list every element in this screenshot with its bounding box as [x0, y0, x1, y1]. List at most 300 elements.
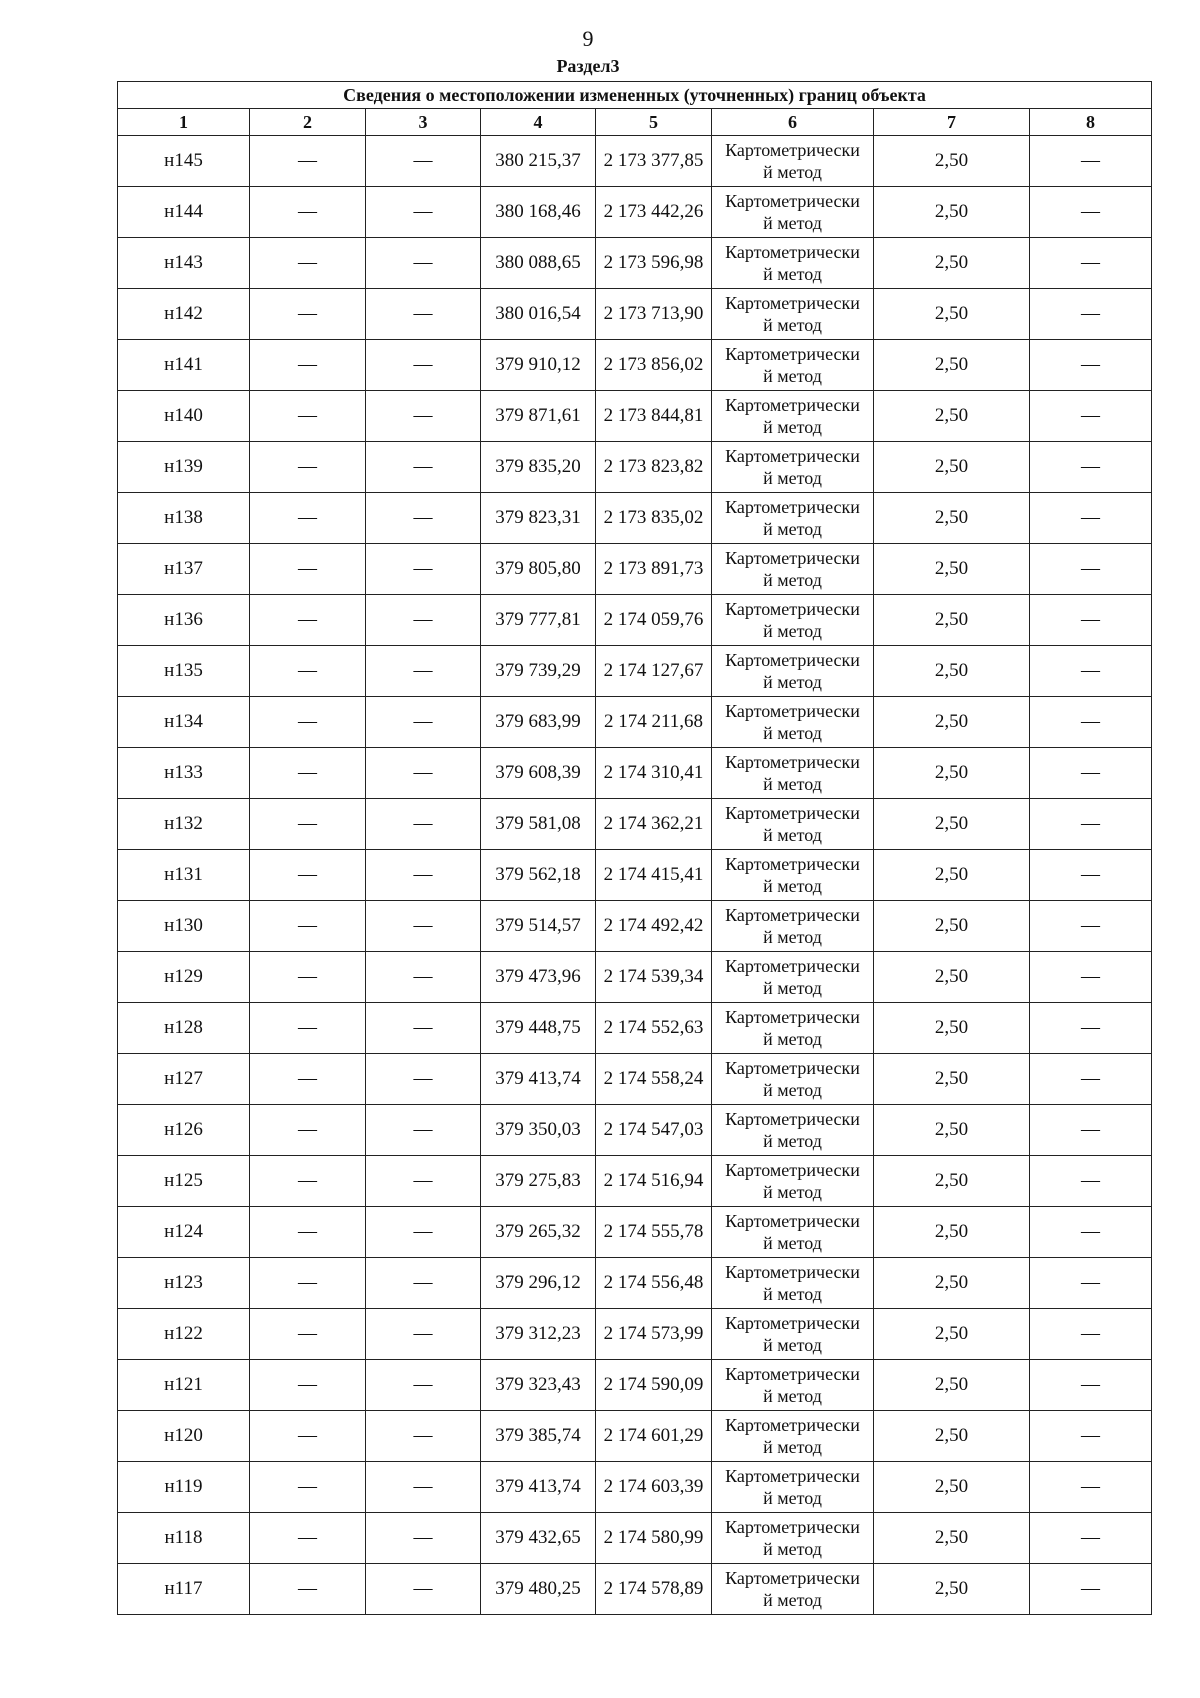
method-line-1: Картометрически — [725, 548, 860, 568]
method-line-1: Картометрически — [725, 191, 860, 211]
y-coordinate-cell: 2 174 556,48 — [596, 1258, 712, 1309]
column-3-cell: — — [366, 136, 481, 187]
accuracy-cell: 2,50 — [874, 136, 1030, 187]
point-name-cell: н119 — [118, 1462, 250, 1513]
y-coordinate-cell: 2 174 555,78 — [596, 1207, 712, 1258]
method-cell — [712, 1258, 874, 1309]
column-8-cell: — — [1030, 1003, 1152, 1054]
method-line-1: Картометрически — [725, 905, 860, 925]
column-2-cell: — — [250, 544, 366, 595]
column-2-cell: — — [250, 1003, 366, 1054]
method-line-2: й метод — [763, 1335, 822, 1355]
column-8-cell: — — [1030, 1207, 1152, 1258]
table-row — [118, 136, 1152, 187]
method-line-2: й метод — [763, 417, 822, 437]
x-coordinate-cell: 379 683,99 — [481, 697, 596, 748]
column-number: 6 — [712, 109, 874, 136]
method-line-2: й метод — [763, 1131, 822, 1151]
column-3-cell: — — [366, 1411, 481, 1462]
column-8-cell: — — [1030, 646, 1152, 697]
y-coordinate-cell: 2 174 578,89 — [596, 1564, 712, 1615]
accuracy-cell: 2,50 — [874, 493, 1030, 544]
method-line-2: й метод — [763, 1080, 822, 1100]
column-number-row — [118, 109, 1152, 136]
column-number: 2 — [250, 109, 366, 136]
point-name-cell: н134 — [118, 697, 250, 748]
point-name-cell: н142 — [118, 289, 250, 340]
accuracy-cell: 2,50 — [874, 187, 1030, 238]
y-coordinate-cell: 2 174 552,63 — [596, 1003, 712, 1054]
column-2-cell: — — [250, 595, 366, 646]
y-coordinate-cell: 2 174 492,42 — [596, 901, 712, 952]
column-2-cell: — — [250, 850, 366, 901]
method-cell — [712, 544, 874, 595]
column-2-cell: — — [250, 799, 366, 850]
point-name-cell: н130 — [118, 901, 250, 952]
table-row — [118, 952, 1152, 1003]
y-coordinate-cell: 2 173 823,82 — [596, 442, 712, 493]
column-3-cell: — — [366, 289, 481, 340]
column-2-cell: — — [250, 1105, 366, 1156]
table-row — [118, 748, 1152, 799]
method-cell — [712, 1003, 874, 1054]
method-line-2: й метод — [763, 468, 822, 488]
method-line-1: Картометрически — [725, 1568, 860, 1588]
method-line-1: Картометрически — [725, 752, 860, 772]
column-8-cell: — — [1030, 1105, 1152, 1156]
column-8-cell: — — [1030, 1411, 1152, 1462]
x-coordinate-cell: 379 823,31 — [481, 493, 596, 544]
column-2-cell: — — [250, 238, 366, 289]
column-8-cell: — — [1030, 748, 1152, 799]
column-8-cell: — — [1030, 850, 1152, 901]
column-8-cell: — — [1030, 1513, 1152, 1564]
method-line-1: Картометрически — [725, 1364, 860, 1384]
method-line-2: й метод — [763, 519, 822, 539]
y-coordinate-cell: 2 174 362,21 — [596, 799, 712, 850]
column-number: 8 — [1030, 109, 1152, 136]
method-cell — [712, 1156, 874, 1207]
column-8-cell: — — [1030, 901, 1152, 952]
table-row — [118, 238, 1152, 289]
method-line-2: й метод — [763, 366, 822, 386]
y-coordinate-cell: 2 174 516,94 — [596, 1156, 712, 1207]
table-row — [118, 544, 1152, 595]
method-line-1: Картометрически — [725, 650, 860, 670]
column-3-cell: — — [366, 748, 481, 799]
column-3-cell: — — [366, 1258, 481, 1309]
column-8-cell: — — [1030, 136, 1152, 187]
column-3-cell: — — [366, 1105, 481, 1156]
method-cell — [712, 1411, 874, 1462]
column-number: 3 — [366, 109, 481, 136]
method-cell — [712, 1054, 874, 1105]
point-name-cell: н143 — [118, 238, 250, 289]
method-line-2: й метод — [763, 1284, 822, 1304]
method-cell — [712, 1564, 874, 1615]
method-line-2: й метод — [763, 723, 822, 743]
point-name-cell: н140 — [118, 391, 250, 442]
table-row — [118, 1564, 1152, 1615]
table-row — [118, 1156, 1152, 1207]
x-coordinate-cell: 379 296,12 — [481, 1258, 596, 1309]
accuracy-cell: 2,50 — [874, 1054, 1030, 1105]
column-2-cell: — — [250, 391, 366, 442]
method-line-2: й метод — [763, 213, 822, 233]
method-line-1: Картометрически — [725, 1517, 860, 1537]
method-line-1: Картометрически — [725, 803, 860, 823]
accuracy-cell: 2,50 — [874, 1207, 1030, 1258]
x-coordinate-cell: 379 871,61 — [481, 391, 596, 442]
column-2-cell: — — [250, 1564, 366, 1615]
column-8-cell: — — [1030, 1360, 1152, 1411]
method-line-1: Картометрически — [725, 1415, 860, 1435]
column-8-cell: — — [1030, 1564, 1152, 1615]
method-line-2: й метод — [763, 978, 822, 998]
point-name-cell: н124 — [118, 1207, 250, 1258]
point-name-cell: н117 — [118, 1564, 250, 1615]
method-line-2: й метод — [763, 672, 822, 692]
accuracy-cell: 2,50 — [874, 646, 1030, 697]
column-3-cell: — — [366, 1207, 481, 1258]
table-row — [118, 289, 1152, 340]
method-cell — [712, 493, 874, 544]
column-8-cell: — — [1030, 493, 1152, 544]
column-2-cell: — — [250, 646, 366, 697]
method-cell — [712, 646, 874, 697]
method-line-1: Картометрически — [725, 344, 860, 364]
column-3-cell: — — [366, 1564, 481, 1615]
method-line-1: Картометрически — [725, 242, 860, 262]
column-8-cell: — — [1030, 1156, 1152, 1207]
table-row — [118, 595, 1152, 646]
method-line-2: й метод — [763, 162, 822, 182]
method-line-2: й метод — [763, 1437, 822, 1457]
point-name-cell: н125 — [118, 1156, 250, 1207]
y-coordinate-cell: 2 174 059,76 — [596, 595, 712, 646]
method-line-1: Картометрически — [725, 1058, 860, 1078]
method-cell — [712, 1513, 874, 1564]
x-coordinate-cell: 380 088,65 — [481, 238, 596, 289]
x-coordinate-cell: 379 448,75 — [481, 1003, 596, 1054]
method-cell — [712, 442, 874, 493]
column-2-cell: — — [250, 1207, 366, 1258]
x-coordinate-cell: 380 215,37 — [481, 136, 596, 187]
accuracy-cell: 2,50 — [874, 799, 1030, 850]
x-coordinate-cell: 379 413,74 — [481, 1462, 596, 1513]
accuracy-cell: 2,50 — [874, 1411, 1030, 1462]
column-3-cell: — — [366, 1309, 481, 1360]
accuracy-cell: 2,50 — [874, 1564, 1030, 1615]
method-line-2: й метод — [763, 1233, 822, 1253]
column-3-cell: — — [366, 1513, 481, 1564]
method-line-1: Картометрически — [725, 956, 860, 976]
y-coordinate-cell: 2 174 603,39 — [596, 1462, 712, 1513]
method-cell — [712, 1360, 874, 1411]
table-row — [118, 1411, 1152, 1462]
y-coordinate-cell: 2 174 211,68 — [596, 697, 712, 748]
column-2-cell: — — [250, 289, 366, 340]
method-line-2: й метод — [763, 1488, 822, 1508]
method-cell — [712, 748, 874, 799]
table-caption: Сведения о местоположении измененных (уточненных) границ объекта — [118, 82, 1152, 109]
x-coordinate-cell: 379 835,20 — [481, 442, 596, 493]
method-line-1: Картометрически — [725, 293, 860, 313]
method-cell — [712, 1207, 874, 1258]
column-2-cell: — — [250, 1411, 366, 1462]
column-3-cell: — — [366, 493, 481, 544]
accuracy-cell: 2,50 — [874, 952, 1030, 1003]
method-line-2: й метод — [763, 825, 822, 845]
table-row — [118, 1207, 1152, 1258]
method-line-1: Картометрически — [725, 1211, 860, 1231]
x-coordinate-cell: 379 432,65 — [481, 1513, 596, 1564]
column-2-cell: — — [250, 1462, 366, 1513]
method-cell — [712, 901, 874, 952]
accuracy-cell: 2,50 — [874, 1105, 1030, 1156]
x-coordinate-cell: 379 275,83 — [481, 1156, 596, 1207]
column-8-cell: — — [1030, 391, 1152, 442]
accuracy-cell: 2,50 — [874, 697, 1030, 748]
column-2-cell: — — [250, 952, 366, 1003]
point-name-cell: н138 — [118, 493, 250, 544]
column-8-cell: — — [1030, 1462, 1152, 1513]
method-line-2: й метод — [763, 927, 822, 947]
column-8-cell: — — [1030, 1309, 1152, 1360]
column-number: 5 — [596, 109, 712, 136]
x-coordinate-cell: 379 473,96 — [481, 952, 596, 1003]
accuracy-cell: 2,50 — [874, 1309, 1030, 1360]
column-3-cell: — — [366, 1003, 481, 1054]
method-cell — [712, 799, 874, 850]
column-3-cell: — — [366, 697, 481, 748]
column-8-cell: — — [1030, 595, 1152, 646]
accuracy-cell: 2,50 — [874, 1513, 1030, 1564]
column-2-cell: — — [250, 1360, 366, 1411]
column-2-cell: — — [250, 340, 366, 391]
column-3-cell: — — [366, 1054, 481, 1105]
table-row — [118, 187, 1152, 238]
method-cell — [712, 595, 874, 646]
method-cell — [712, 1462, 874, 1513]
y-coordinate-cell: 2 173 713,90 — [596, 289, 712, 340]
method-cell — [712, 1105, 874, 1156]
column-3-cell: — — [366, 850, 481, 901]
point-name-cell: н128 — [118, 1003, 250, 1054]
x-coordinate-cell: 379 514,57 — [481, 901, 596, 952]
y-coordinate-cell: 2 173 596,98 — [596, 238, 712, 289]
column-8-cell: — — [1030, 1258, 1152, 1309]
table-row — [118, 799, 1152, 850]
column-2-cell: — — [250, 1156, 366, 1207]
x-coordinate-cell: 379 385,74 — [481, 1411, 596, 1462]
column-8-cell: — — [1030, 1054, 1152, 1105]
column-2-cell: — — [250, 187, 366, 238]
method-line-1: Картометрически — [725, 1313, 860, 1333]
point-name-cell: н141 — [118, 340, 250, 391]
accuracy-cell: 2,50 — [874, 1360, 1030, 1411]
x-coordinate-cell: 380 168,46 — [481, 187, 596, 238]
column-3-cell: — — [366, 799, 481, 850]
table-row — [118, 391, 1152, 442]
y-coordinate-cell: 2 174 601,29 — [596, 1411, 712, 1462]
accuracy-cell: 2,50 — [874, 340, 1030, 391]
accuracy-cell: 2,50 — [874, 850, 1030, 901]
method-line-2: й метод — [763, 774, 822, 794]
column-2-cell: — — [250, 442, 366, 493]
y-coordinate-cell: 2 174 539,34 — [596, 952, 712, 1003]
point-name-cell: н121 — [118, 1360, 250, 1411]
point-name-cell: н131 — [118, 850, 250, 901]
method-cell — [712, 289, 874, 340]
method-line-1: Картометрически — [725, 1109, 860, 1129]
y-coordinate-cell: 2 173 377,85 — [596, 136, 712, 187]
column-8-cell: — — [1030, 289, 1152, 340]
column-number: 1 — [118, 109, 250, 136]
table-row — [118, 1258, 1152, 1309]
point-name-cell: н126 — [118, 1105, 250, 1156]
point-name-cell: н133 — [118, 748, 250, 799]
section-title: Раздел3 — [556, 56, 620, 76]
method-line-2: й метод — [763, 1590, 822, 1610]
y-coordinate-cell: 2 173 442,26 — [596, 187, 712, 238]
column-8-cell: — — [1030, 442, 1152, 493]
column-8-cell: — — [1030, 799, 1152, 850]
column-3-cell: — — [366, 442, 481, 493]
method-line-1: Картометрически — [725, 395, 860, 415]
table-row — [118, 493, 1152, 544]
table-row — [118, 340, 1152, 391]
table-row — [118, 1513, 1152, 1564]
x-coordinate-cell: 379 562,18 — [481, 850, 596, 901]
column-3-cell: — — [366, 187, 481, 238]
y-coordinate-cell: 2 174 590,09 — [596, 1360, 712, 1411]
method-line-1: Картометрически — [725, 1160, 860, 1180]
method-line-1: Картометрически — [725, 1262, 860, 1282]
y-coordinate-cell: 2 174 558,24 — [596, 1054, 712, 1105]
method-line-1: Картометрически — [725, 497, 860, 517]
table-row — [118, 850, 1152, 901]
table-row — [118, 1462, 1152, 1513]
method-cell — [712, 187, 874, 238]
x-coordinate-cell: 379 805,80 — [481, 544, 596, 595]
method-line-2: й метод — [763, 570, 822, 590]
point-name-cell: н139 — [118, 442, 250, 493]
point-name-cell: н127 — [118, 1054, 250, 1105]
accuracy-cell: 2,50 — [874, 391, 1030, 442]
x-coordinate-cell: 379 608,39 — [481, 748, 596, 799]
accuracy-cell: 2,50 — [874, 1156, 1030, 1207]
y-coordinate-cell: 2 174 573,99 — [596, 1309, 712, 1360]
method-line-1: Картометрически — [725, 854, 860, 874]
method-line-2: й метод — [763, 1386, 822, 1406]
column-3-cell: — — [366, 1360, 481, 1411]
accuracy-cell: 2,50 — [874, 544, 1030, 595]
column-3-cell: — — [366, 544, 481, 595]
method-line-1: Картометрически — [725, 1007, 860, 1027]
method-cell — [712, 952, 874, 1003]
method-line-2: й метод — [763, 1539, 822, 1559]
column-2-cell: — — [250, 1054, 366, 1105]
column-2-cell: — — [250, 901, 366, 952]
method-line-2: й метод — [763, 1182, 822, 1202]
method-line-2: й метод — [763, 1029, 822, 1049]
x-coordinate-cell: 379 323,43 — [481, 1360, 596, 1411]
accuracy-cell: 2,50 — [874, 901, 1030, 952]
table-row — [118, 1309, 1152, 1360]
method-cell — [712, 136, 874, 187]
y-coordinate-cell: 2 173 835,02 — [596, 493, 712, 544]
x-coordinate-cell: 379 910,12 — [481, 340, 596, 391]
method-line-1: Картометрически — [725, 599, 860, 619]
x-coordinate-cell: 379 480,25 — [481, 1564, 596, 1615]
method-line-1: Картометрически — [725, 140, 860, 160]
method-cell — [712, 850, 874, 901]
x-coordinate-cell: 379 739,29 — [481, 646, 596, 697]
column-8-cell: — — [1030, 187, 1152, 238]
column-2-cell: — — [250, 136, 366, 187]
column-3-cell: — — [366, 646, 481, 697]
column-2-cell: — — [250, 493, 366, 544]
column-2-cell: — — [250, 748, 366, 799]
point-name-cell: н129 — [118, 952, 250, 1003]
column-2-cell: — — [250, 1258, 366, 1309]
method-line-1: Картометрически — [725, 446, 860, 466]
x-coordinate-cell: 379 777,81 — [481, 595, 596, 646]
column-3-cell: — — [366, 1156, 481, 1207]
y-coordinate-cell: 2 174 547,03 — [596, 1105, 712, 1156]
column-2-cell: — — [250, 697, 366, 748]
y-coordinate-cell: 2 174 415,41 — [596, 850, 712, 901]
method-line-2: й метод — [763, 264, 822, 284]
table-row — [118, 1360, 1152, 1411]
point-name-cell: н118 — [118, 1513, 250, 1564]
column-number: 7 — [874, 109, 1030, 136]
column-3-cell: — — [366, 901, 481, 952]
table-row — [118, 1003, 1152, 1054]
x-coordinate-cell: 379 350,03 — [481, 1105, 596, 1156]
table-body — [118, 136, 1152, 1615]
column-8-cell: — — [1030, 544, 1152, 595]
y-coordinate-cell: 2 173 891,73 — [596, 544, 712, 595]
x-coordinate-cell: 379 581,08 — [481, 799, 596, 850]
accuracy-cell: 2,50 — [874, 289, 1030, 340]
method-cell — [712, 697, 874, 748]
point-name-cell: н145 — [118, 136, 250, 187]
y-coordinate-cell: 2 174 310,41 — [596, 748, 712, 799]
x-coordinate-cell: 379 413,74 — [481, 1054, 596, 1105]
column-3-cell: — — [366, 391, 481, 442]
method-cell — [712, 238, 874, 289]
method-cell — [712, 1309, 874, 1360]
column-8-cell: — — [1030, 697, 1152, 748]
accuracy-cell: 2,50 — [874, 1003, 1030, 1054]
y-coordinate-cell: 2 174 127,67 — [596, 646, 712, 697]
table-row — [118, 646, 1152, 697]
table-row — [118, 1054, 1152, 1105]
method-line-2: й метод — [763, 876, 822, 896]
page-number: 9 — [582, 26, 594, 51]
point-name-cell: н137 — [118, 544, 250, 595]
table-row — [118, 442, 1152, 493]
column-2-cell: — — [250, 1309, 366, 1360]
x-coordinate-cell: 380 016,54 — [481, 289, 596, 340]
y-coordinate-cell: 2 174 580,99 — [596, 1513, 712, 1564]
accuracy-cell: 2,50 — [874, 595, 1030, 646]
method-cell — [712, 340, 874, 391]
x-coordinate-cell: 379 312,23 — [481, 1309, 596, 1360]
column-3-cell: — — [366, 1462, 481, 1513]
